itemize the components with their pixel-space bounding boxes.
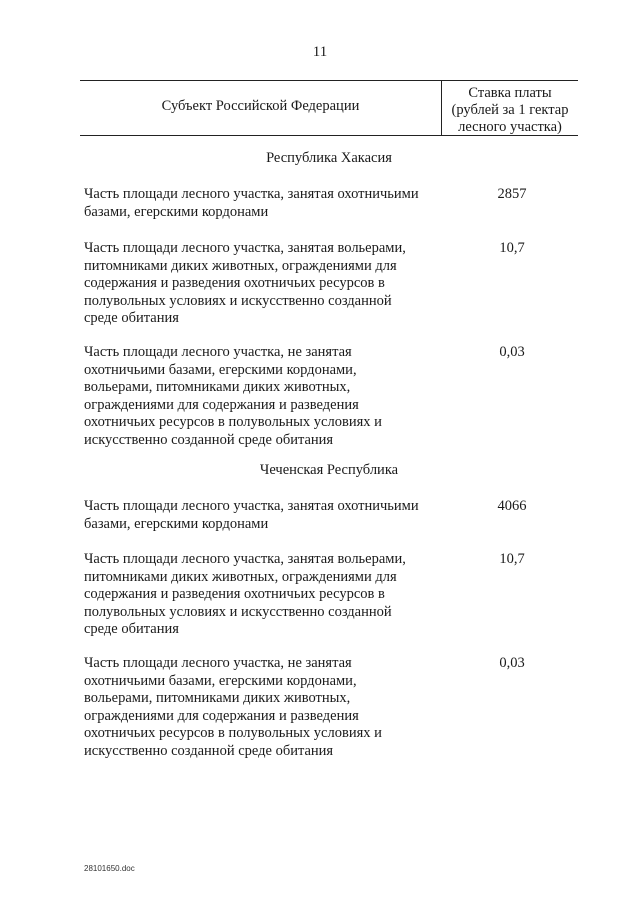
page-number: 11 [312, 44, 328, 60]
rate-header-line: Ставка платы [468, 85, 552, 101]
row-description: Часть площади лесного участка, занятая вольерами, питомниками диких животных, ограждениями для содержания и разведения охотничьих ресурсов в полувольных условиях и искусственно созданной среде обитания [84, 240, 406, 327]
table-top-rule [80, 80, 578, 81]
row-rate: 0,03 [499, 344, 525, 360]
row-rate: 10,7 [499, 240, 525, 256]
row-rate: 10,7 [499, 551, 525, 567]
region-title-khakassia: Республика Хакасия [266, 150, 392, 166]
region-title-chechnya: Чеченская Республика [259, 462, 399, 478]
row-rate: 4066 [497, 498, 527, 514]
row-description: Часть площади лесного участка, занятая охотничьими базами, егерскими кордонами [84, 498, 419, 532]
row-rate: 2857 [497, 186, 527, 202]
row-description: Часть площади лесного участка, не занятая охотничьими базами, егерскими кордонами, вольерами, питомниками диких животных, ограждениями для содержания и разведения охотничьих ресурсов в полувольных условиях и искусственно созданной среде обитания [84, 344, 382, 448]
subject-column-header: Субъект Российской Федерации [161, 98, 360, 114]
row-description: Часть площади лесного участка, не занятая охотничьими базами, егерскими кордонами, вольерами, питомниками диких животных, ограждениями для содержания и разведения охотничьих ресурсов в полувольных условиях и искусственно созданной среде обитания [84, 655, 382, 759]
row-description: Часть площади лесного участка, занятая охотничьими базами, егерскими кордонами [84, 186, 419, 220]
row-description: Часть площади лесного участка, занятая вольерами, питомниками диких животных, ограждениями для содержания и разведения охотничьих ресурсов в полувольных условиях и искусственно созданной среде обитания [84, 551, 406, 638]
row-rate: 0,03 [499, 655, 525, 671]
rate-column-header [442, 85, 578, 136]
document-filename-footer: 28101650.doc [84, 864, 135, 873]
rate-header-line: (рублей за 1 гектар [451, 102, 569, 118]
rate-header-line: лесного участка) [458, 119, 562, 135]
